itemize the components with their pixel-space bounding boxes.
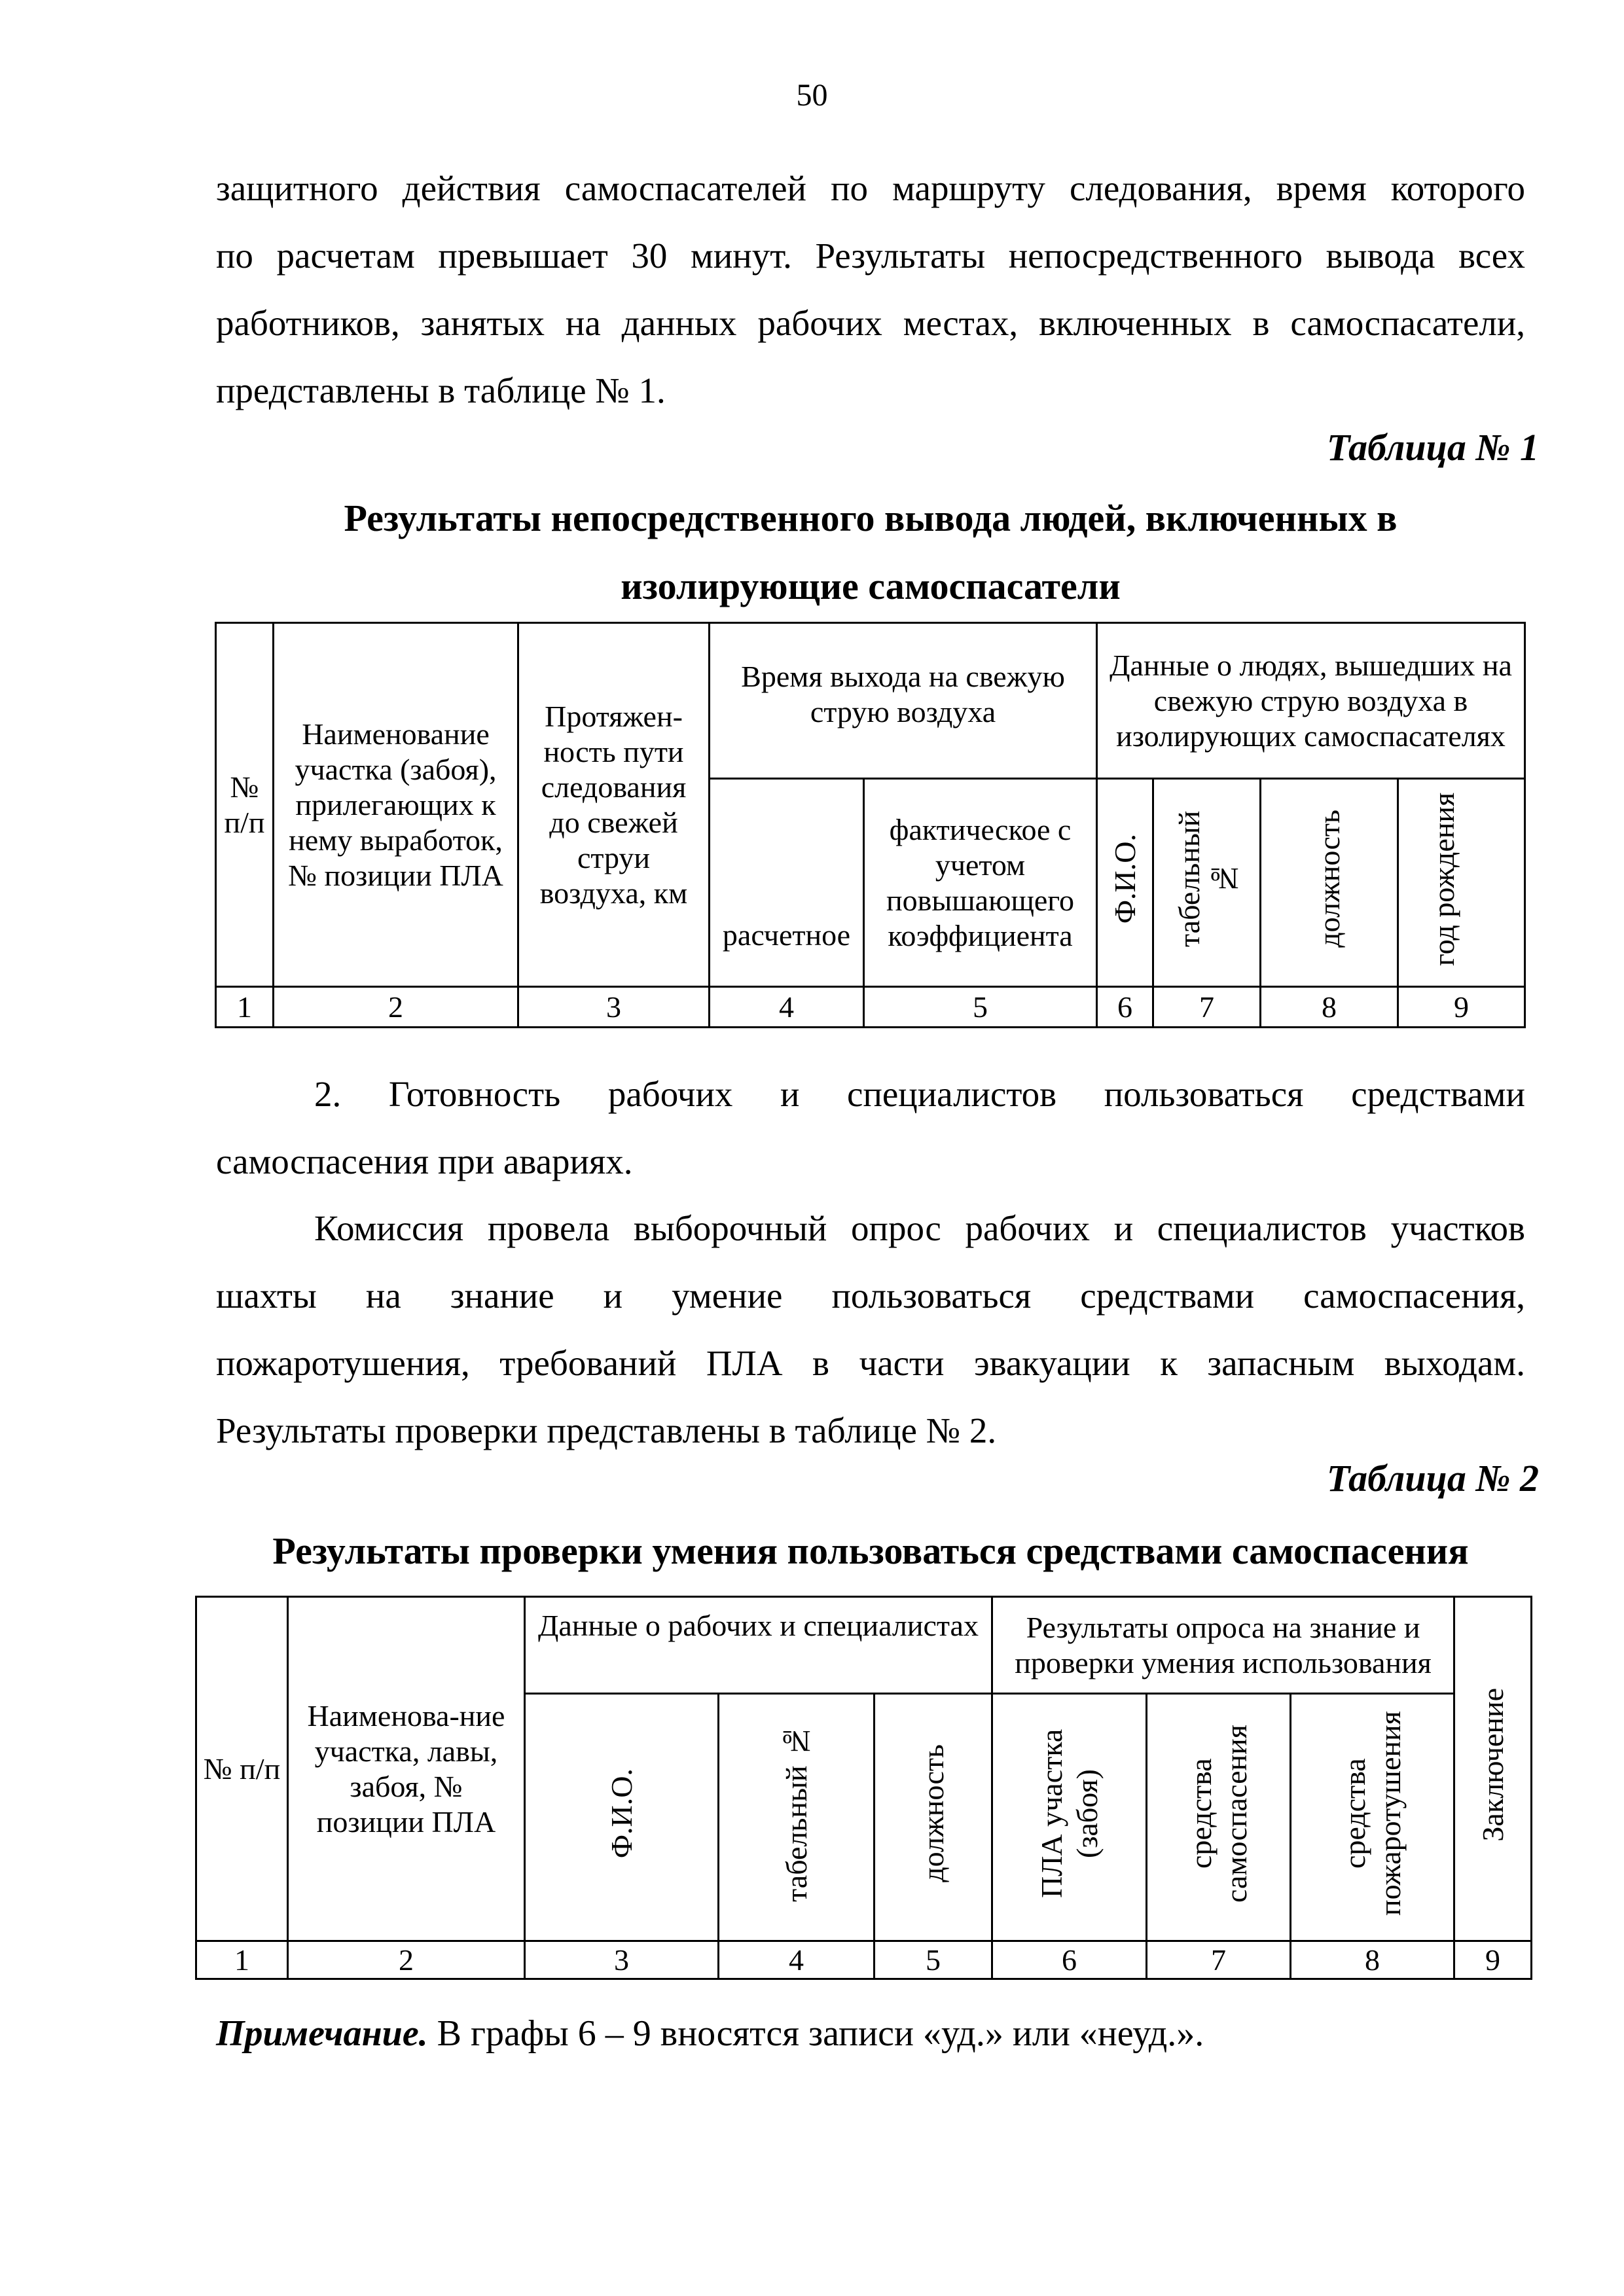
table2-header-self-rescue-cell bbox=[1147, 1694, 1291, 1941]
table2-header-name: Наименова-ние участка, лавы, забоя, № позиции ПЛА bbox=[288, 1597, 525, 1941]
table2-header-fio-cell bbox=[525, 1694, 719, 1941]
table2-colnum: 6 bbox=[992, 1941, 1147, 1979]
table1-colnum: 2 bbox=[274, 987, 518, 1028]
table2 bbox=[195, 1596, 1532, 1980]
table1-title bbox=[216, 484, 1525, 620]
table1-header-position-cell bbox=[1261, 779, 1398, 987]
table1-header-tab-cell bbox=[1153, 779, 1261, 987]
table1-header-length: Протяжен-ность пути следования до свежей струи воздуха, км bbox=[518, 623, 710, 987]
table2-header-position-cell bbox=[875, 1694, 992, 1941]
table2-colnum: 8 bbox=[1291, 1941, 1454, 1979]
table1-colnum: 1 bbox=[216, 987, 274, 1028]
table1-title-line: Результаты непосредственного вывода людей, включенных в bbox=[344, 497, 1398, 539]
section2-line: самоспасения при авариях. bbox=[216, 1141, 633, 1181]
table2-header-pla: ПЛА участка (забоя) bbox=[1034, 1729, 1104, 1898]
table2-colnum: 7 bbox=[1147, 1941, 1291, 1979]
table1-header-name: Наименование участка (забоя), прилегающих к нему выработок, № позиции ПЛА bbox=[274, 623, 518, 987]
table2-header-conclusion: Заключение bbox=[1475, 1688, 1509, 1842]
table2-header-results-group: Результаты опроса на знание и проверки умения использования bbox=[992, 1597, 1454, 1694]
table2-header-conclusion-cell bbox=[1454, 1597, 1532, 1941]
table1-header-time-actual: фактическое с учетом повышающего коэффициента bbox=[864, 779, 1097, 987]
table2-header-tab-cell bbox=[719, 1694, 875, 1941]
table1 bbox=[215, 622, 1526, 1028]
table2-colnum: 9 bbox=[1454, 1941, 1532, 1979]
table1-header-position: должность bbox=[1312, 810, 1346, 948]
table2-title: Результаты проверки умения пользоваться средствами самоспасения bbox=[272, 1530, 1469, 1572]
table1-header-people-group: Данные о людях, вышедших на свежую струю воздуха в изолирующих самоспасателях bbox=[1097, 623, 1525, 779]
table1-header-fio: Ф.И.О. bbox=[1108, 833, 1142, 924]
table2-header-num: № п/п bbox=[196, 1597, 288, 1941]
table1-colnum: 5 bbox=[864, 987, 1097, 1028]
table2-colnum: 1 bbox=[196, 1941, 288, 1979]
note-label: Примечание. bbox=[216, 2013, 428, 2054]
table2-header-fire: средства пожаротушения bbox=[1337, 1711, 1407, 1916]
section2-paragraph bbox=[216, 1194, 1525, 1464]
table1-header-time-group: Время выхода на свежую струю воздуха bbox=[710, 623, 1097, 779]
intro-paragraph bbox=[216, 154, 1525, 424]
intro-line: работников, занятых на данных рабочих местах, включенных в самоспасатели, bbox=[216, 303, 1525, 343]
table2-colnum: 4 bbox=[719, 1941, 875, 1979]
table2-colnum: 3 bbox=[525, 1941, 719, 1979]
table2-header-tab-num: табельный № bbox=[779, 1725, 813, 1902]
intro-line: защитного действия самоспасателей по маршруту следования, время которого bbox=[216, 168, 1525, 208]
table1-colnum: 3 bbox=[518, 987, 710, 1028]
section2-para-line: Комиссия провела выборочный опрос рабочих и специалистов участков bbox=[314, 1208, 1525, 1248]
table2-colnum: 5 bbox=[875, 1941, 992, 1979]
table1-colnum: 4 bbox=[710, 987, 864, 1028]
section2-heading bbox=[216, 1060, 1525, 1195]
table2-header-position: должность bbox=[916, 1744, 950, 1882]
table1-header-birth-year: год рождения bbox=[1426, 791, 1460, 966]
table1-header-num: № п/п bbox=[216, 623, 274, 987]
page-number: 50 bbox=[796, 78, 828, 113]
section2-para-line: шахты на знание и умение пользоваться средствами самоспасения, bbox=[216, 1276, 1525, 1316]
table1-label: Таблица № 1 bbox=[1326, 426, 1539, 469]
section2-para-line: пожаротушения, требований ПЛА в части эвакуации к запасным выходам. bbox=[216, 1343, 1525, 1383]
table2-label: Таблица № 2 bbox=[1326, 1457, 1539, 1499]
table2-header-pla-cell bbox=[992, 1694, 1147, 1941]
note-text: В графы 6 – 9 вносятся записи «уд.» или «неуд.». bbox=[427, 2013, 1204, 2054]
table1-header-fio-cell bbox=[1097, 779, 1153, 987]
table1-header-birth-cell bbox=[1398, 779, 1525, 987]
table1-header-time-calc: расчетное bbox=[710, 779, 864, 987]
table2-colnum: 2 bbox=[288, 1941, 525, 1979]
note bbox=[216, 2013, 1204, 2054]
table2-header-fire-cell bbox=[1291, 1694, 1454, 1941]
table1-colnum: 8 bbox=[1261, 987, 1398, 1028]
intro-line: по расчетам превышает 30 минут. Результаты непосредственного вывода всех bbox=[216, 236, 1525, 276]
table1-colnum: 9 bbox=[1398, 987, 1525, 1028]
section2-para-line: Результаты проверки представлены в таблице № 2. bbox=[216, 1410, 997, 1450]
section2-line: 2. Готовность рабочих и специалистов пользоваться средствами bbox=[314, 1074, 1525, 1114]
table2-header-workers-group: Данные о рабочих и специалистах bbox=[525, 1597, 992, 1694]
table1-title-line: изолирующие самоспасатели bbox=[621, 565, 1121, 607]
table2-header-fio: Ф.И.О. bbox=[604, 1768, 638, 1859]
table1-colnum: 6 bbox=[1097, 987, 1153, 1028]
table1-colnum: 7 bbox=[1153, 987, 1261, 1028]
table2-header-self-rescue: средства самоспасения bbox=[1183, 1724, 1253, 1903]
intro-line: представлены в таблице № 1. bbox=[216, 370, 666, 410]
table1-header-tab-num: табельный № bbox=[1172, 810, 1241, 947]
